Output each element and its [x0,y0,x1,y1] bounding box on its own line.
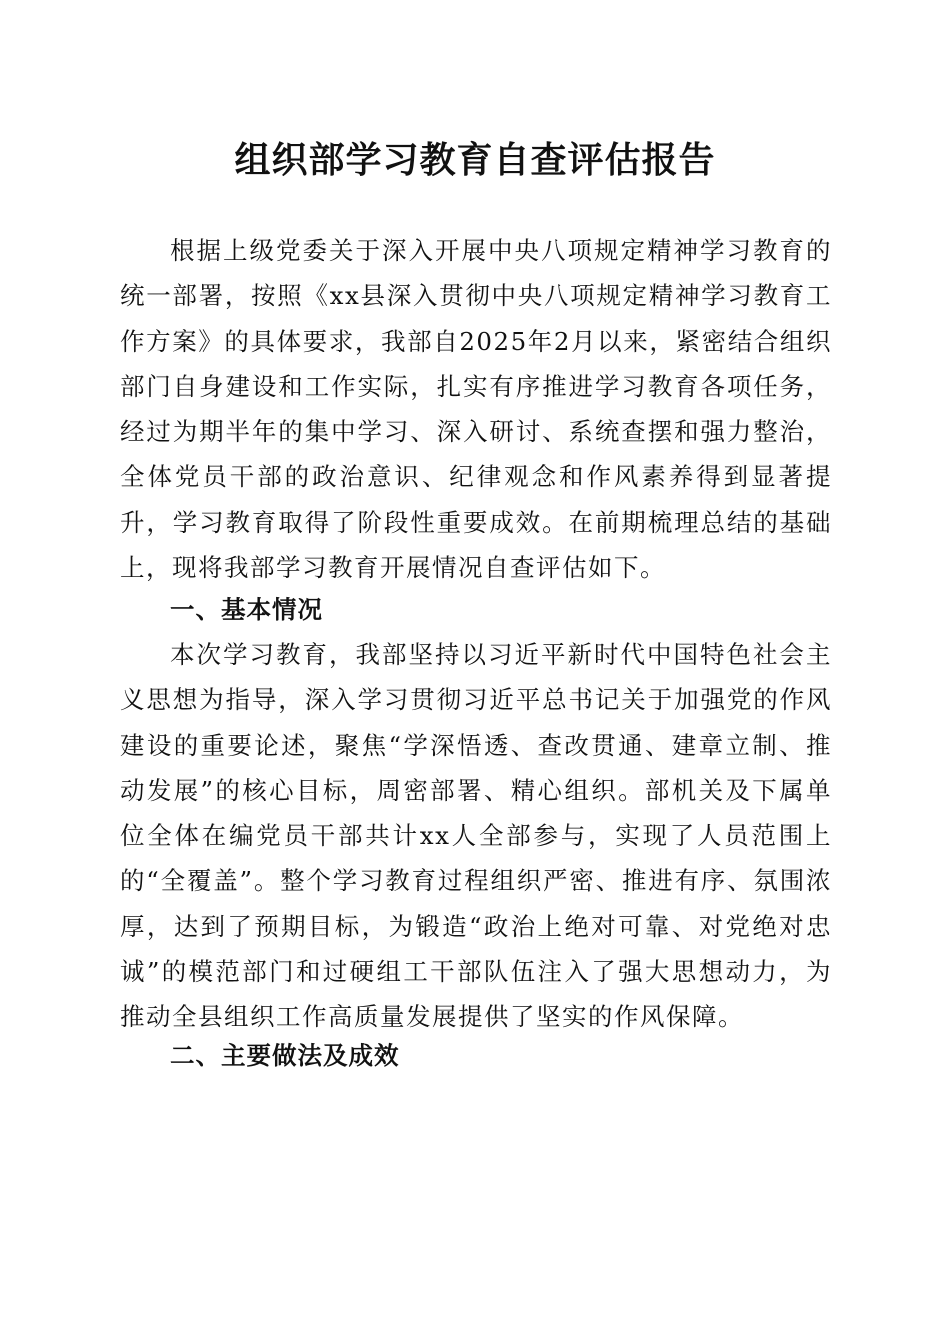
basic-situation-paragraph: 本次学习教育，我部坚持以习近平新时代中国特色社会主义思想为指导，深入学习贯彻习近平总书记关于加强党的作风建设的重要论述，聚焦“学深悟透、查改贯通、建章立制、推动发展”的核心目标，周密部署、精心组织。部机关及下属单位全体在编党员干部共计xx人全部参与，实现了人员范围上的“全覆盖”。整个学习教育过程组织严密、推进有序、氛围浓厚，达到了预期目标，为锻造“政治上绝对可靠、对党绝对忠诚”的模范部门和过硬组工干部队伍注入了强大思想动力，为推动全县组织工作高质量发展提供了坚实的作风保障。 [120,640,832,1032]
intro-paragraph: 根据上级党委关于深入开展中央八项规定精神学习教育的统一部署，按照《xx县深入贯彻中央八项规定精神学习教育工作方案》的具体要求，我部自2025年2月以来，紧密结合组织部门自身建设和工作实际，扎实有序推进学习教育各项任务，经过为期半年的集中学习、深入研讨、系统查摆和强力整治，全体党员干部的政治意识、纪律观念和作风素养得到显著提升，学习教育取得了阶段性重要成效。在前期梳理总结的基础上，现将我部学习教育开展情况自查评估如下。 [120,236,832,583]
section-heading-basic-situation: 一、基本情况 [170,595,323,624]
section-heading-main-practices: 二、主要做法及成效 [170,1041,400,1070]
document-title: 组织部学习教育自查评估报告 [234,139,716,181]
